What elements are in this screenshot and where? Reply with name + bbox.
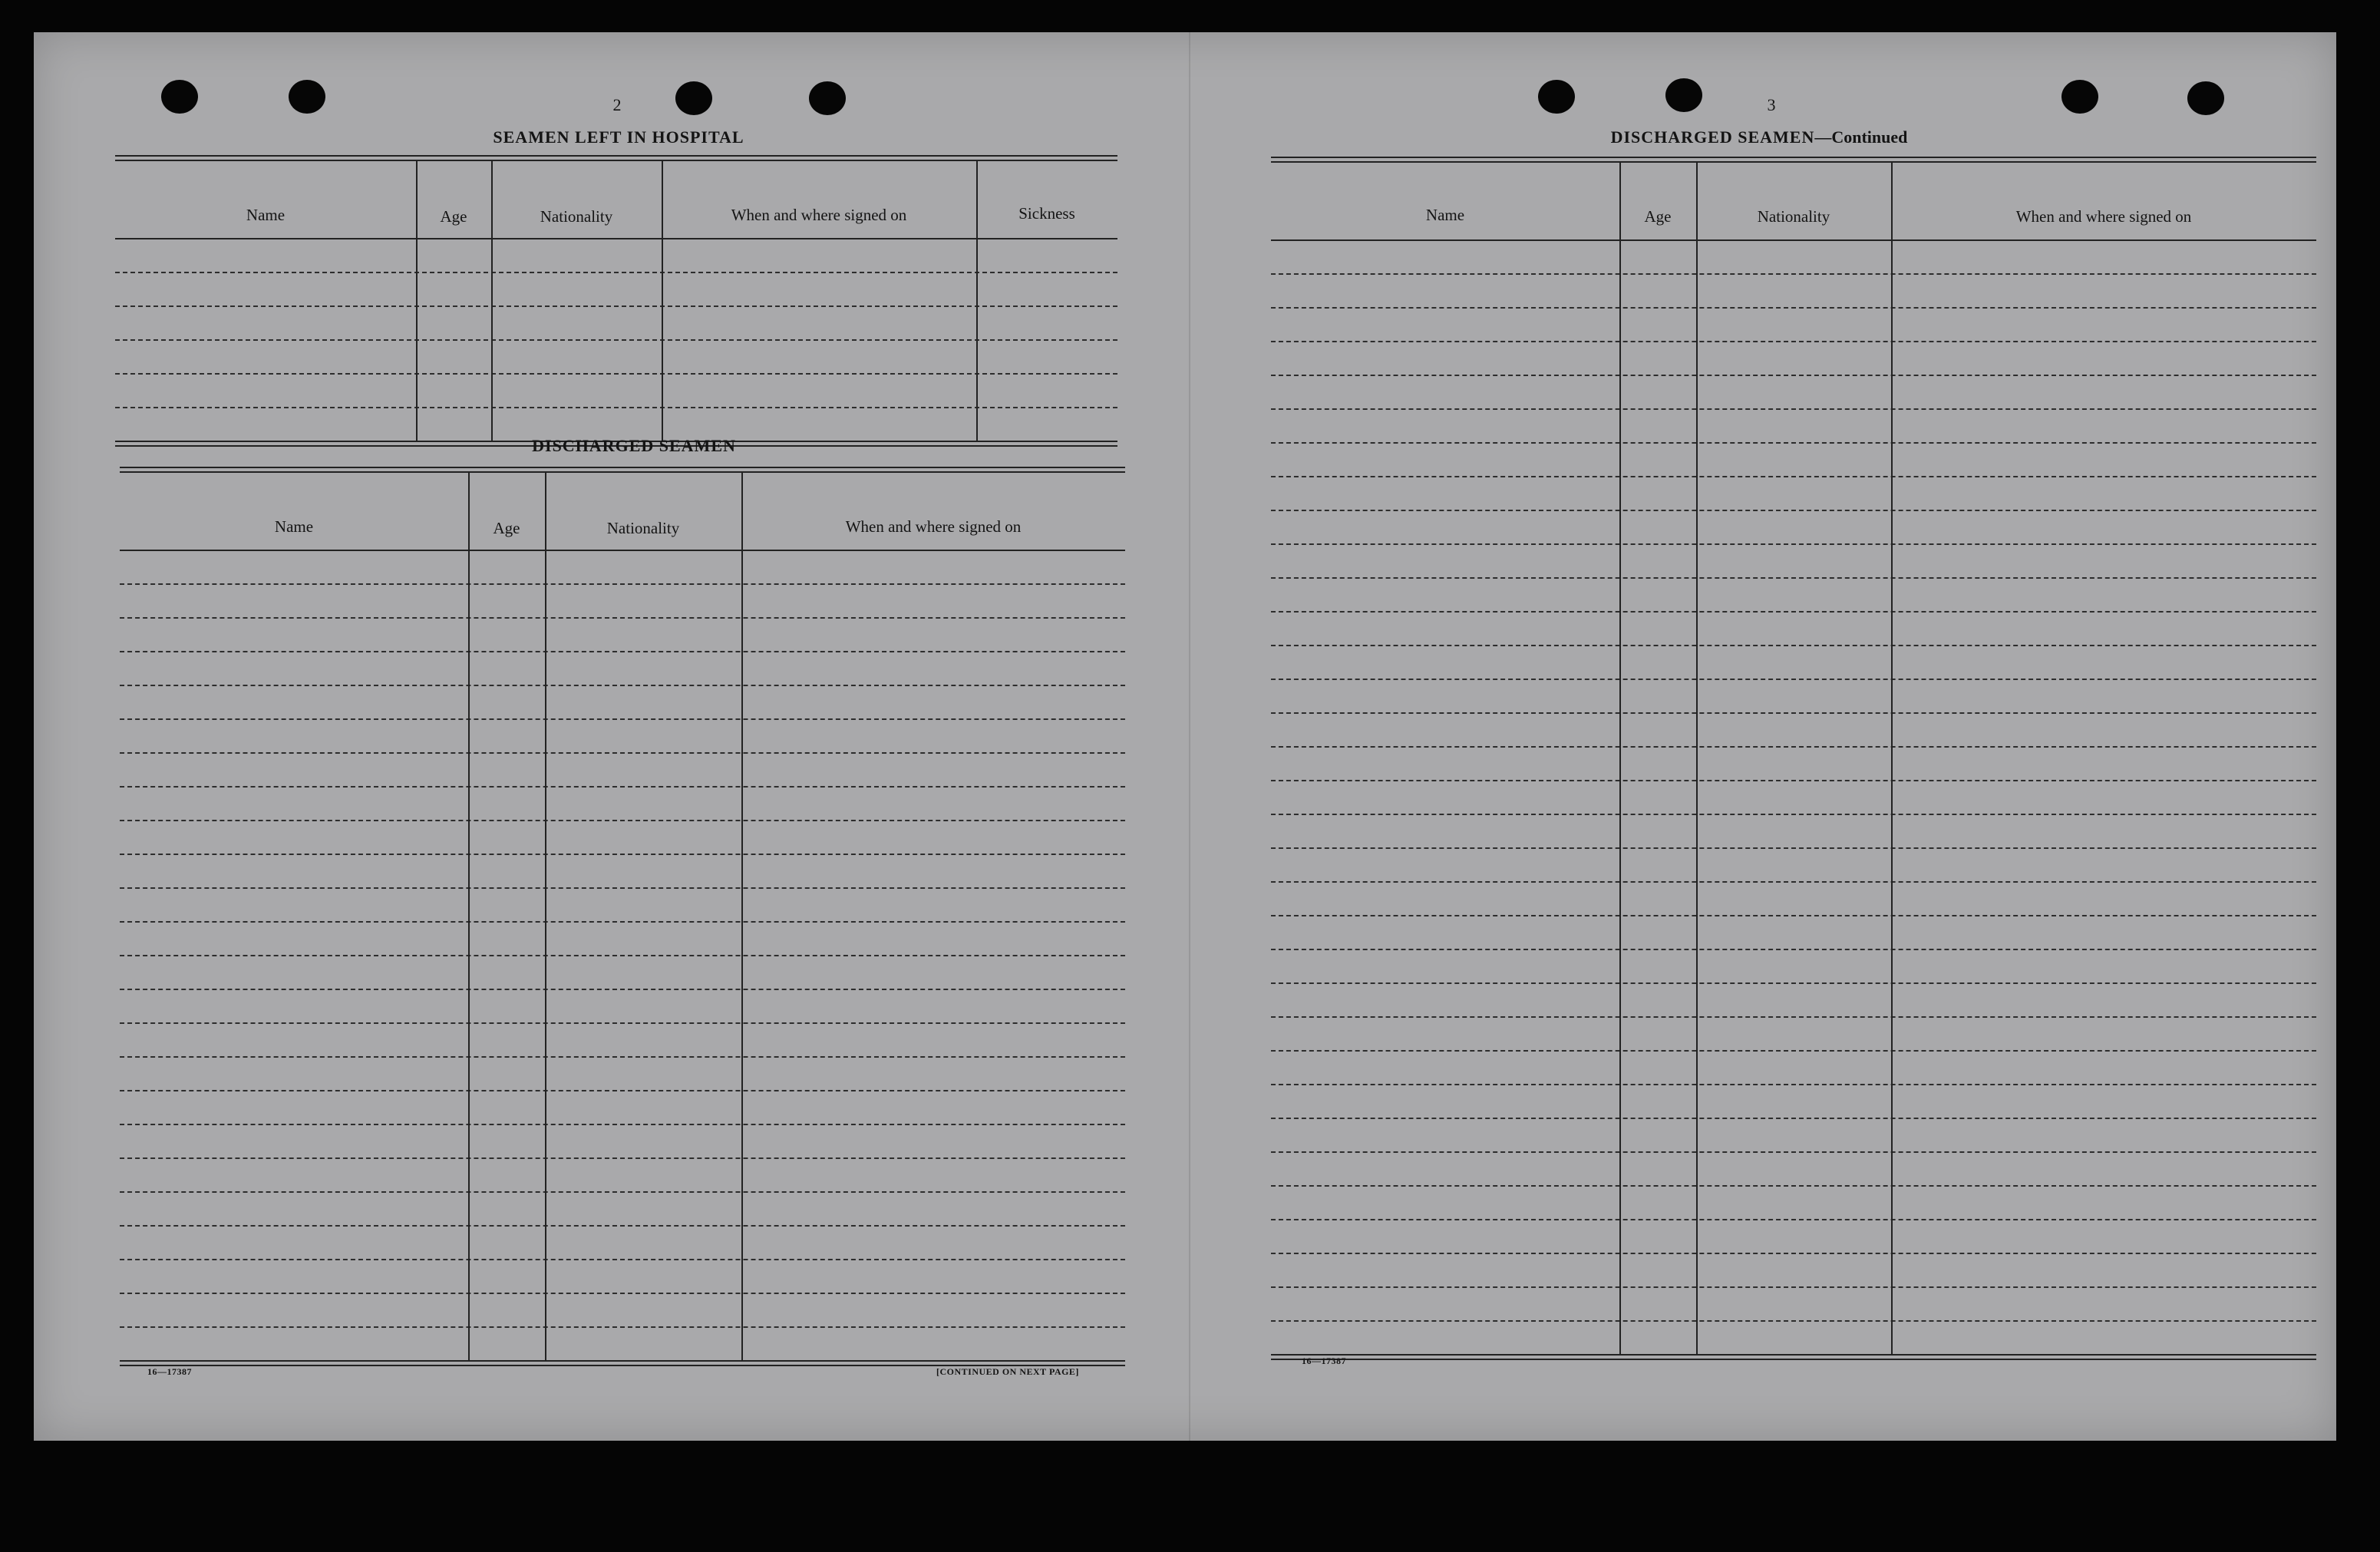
punch-hole xyxy=(161,80,198,114)
column-header-nationality: Nationality xyxy=(1757,207,1830,226)
column-header-nationality: Nationality xyxy=(540,207,613,226)
punch-hole xyxy=(1665,78,1702,112)
continued-on-next-page-note: [CONTINUED ON NEXT PAGE] xyxy=(936,1366,1079,1377)
discharged-continued-table xyxy=(1271,157,2316,1385)
column-header-name: Name xyxy=(246,206,286,224)
column-header-when-where-signed: When and where signed on xyxy=(845,517,1022,536)
column-header-age: Age xyxy=(440,207,467,226)
punch-hole xyxy=(809,81,846,115)
punch-hole xyxy=(2187,81,2224,115)
hospital-table xyxy=(115,155,1117,453)
form-number-right: 16—17387 xyxy=(1302,1356,1346,1366)
form-number-left: 16—17387 xyxy=(147,1366,192,1377)
punch-hole xyxy=(289,80,325,114)
column-header-nationality: Nationality xyxy=(606,519,680,537)
page-number-left: 2 xyxy=(612,95,622,114)
continued-suffix: —Continued xyxy=(1814,127,1908,147)
column-header-age: Age xyxy=(1644,207,1672,226)
column-header-name: Name xyxy=(274,517,314,536)
punch-hole xyxy=(1538,80,1575,114)
document-sheet xyxy=(34,32,2336,1441)
discharged-continued-title xyxy=(1611,127,1908,147)
discharged-continued-title-main: DISCHARGED SEAMEN xyxy=(1610,127,1815,147)
discharged-section-title: DISCHARGED SEAMEN xyxy=(532,436,736,455)
page-number-right: 3 xyxy=(1767,95,1776,114)
punch-hole xyxy=(2061,80,2098,114)
column-header-sickness: Sickness xyxy=(1018,204,1075,223)
discharged-table xyxy=(120,467,1125,1395)
hospital-section-title: SEAMEN LEFT IN HOSPITAL xyxy=(493,127,744,147)
punch-hole xyxy=(675,81,712,115)
column-header-name: Name xyxy=(1425,206,1465,224)
page-fold xyxy=(1189,32,1190,1441)
column-header-when-where-signed: When and where signed on xyxy=(2015,207,2192,226)
column-header-age: Age xyxy=(493,519,520,537)
column-header-when-where-signed: When and where signed on xyxy=(731,206,907,224)
